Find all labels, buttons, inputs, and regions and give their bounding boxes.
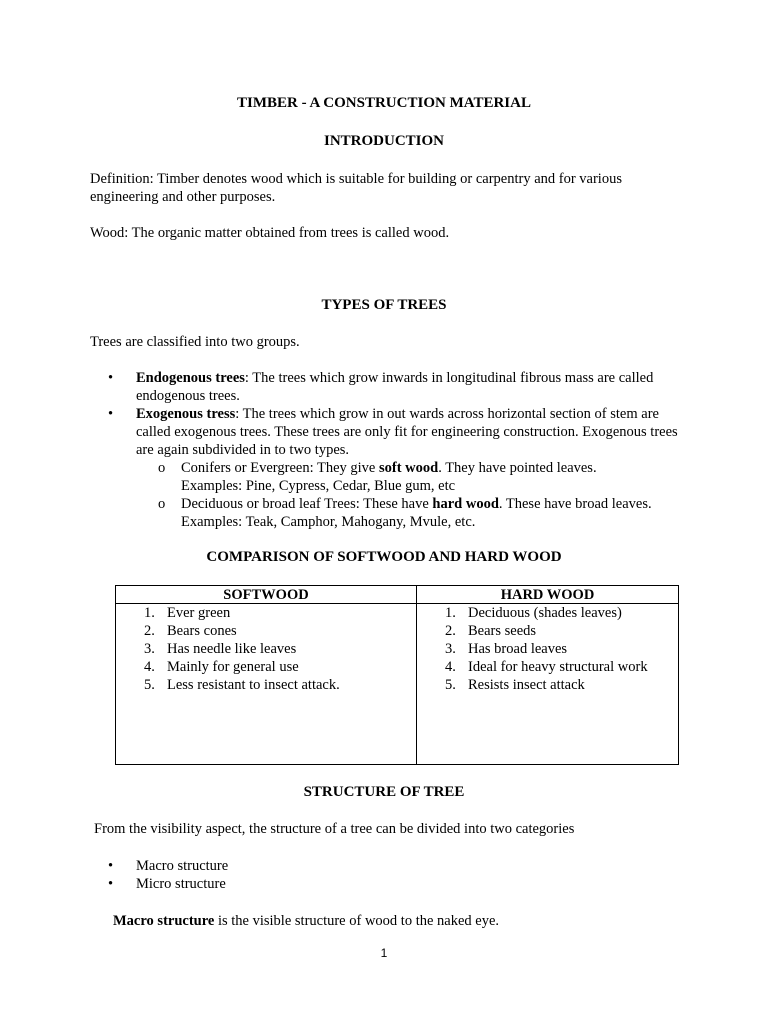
endogenous-term: Endogenous trees [136, 370, 245, 386]
wood-paragraph: Wood: The organic matter obtained from trees is called wood. [90, 225, 450, 241]
list-item: 5. Resists insect attack [445, 677, 585, 693]
bullet-icon: • [108, 406, 114, 422]
sublist-item-conifers [90, 459, 690, 495]
macro-structure-paragraph [113, 912, 693, 930]
conifers-examples: Examples: Pine, Cypress, Cedar, Blue gum, etc [181, 478, 456, 494]
deciduous-examples: Examples: Teak, Camphor, Mahogany, Mvule, etc. [181, 514, 476, 530]
circle-bullet-icon: o [158, 496, 166, 512]
table-row [116, 604, 679, 765]
list-item-micro: • Micro structure [108, 876, 226, 892]
structure-list [90, 857, 690, 893]
list-item: 1. Ever green [144, 605, 231, 621]
exogenous-text: : The trees which grow in out wards across horizontal section of stem are called exogenous trees. These trees are only fit for engineering construction. Exogenous trees are again subdivided in to two types. [136, 406, 678, 458]
list-item: 2. Bears seeds [445, 623, 537, 639]
hardwood-list [417, 604, 678, 694]
softwood-list [116, 604, 416, 694]
types-of-trees-heading: TYPES OF TREES [321, 297, 447, 313]
endogenous-text: : The trees which grow inwards in longitudinal fibrous mass are called endogenous trees. [136, 370, 654, 404]
introduction-heading: INTRODUCTION [323, 133, 444, 149]
list-item-endogenous [90, 369, 690, 405]
structure-heading: STRUCTURE OF TREE [303, 784, 465, 800]
list-item-macro: • Macro structure [108, 858, 229, 874]
conifers-bold: soft wood [378, 460, 439, 476]
hardwood-cell [417, 604, 679, 765]
document-title: TIMBER - A CONSTRUCTION MATERIAL [237, 95, 531, 111]
list-item-exogenous [90, 405, 690, 459]
exogenous-term: Exogenous tress [136, 406, 236, 422]
bullet-icon: • [108, 370, 114, 386]
list-item: 4. Mainly for general use [144, 659, 299, 675]
sublist-item-deciduous [90, 495, 690, 531]
comparison-table [115, 585, 679, 765]
bullet-icon: • [108, 858, 114, 874]
list-item: 5. Less resistant to insect attack. [144, 677, 340, 693]
tree-types-list [90, 369, 690, 531]
list-item: 1. Deciduous (shades leaves) [445, 605, 622, 621]
deciduous-bold: hard wood [432, 496, 499, 512]
types-intro-paragraph: Trees are classified into two groups. [90, 334, 300, 350]
header-softwood: SOFTWOOD [116, 586, 417, 604]
structure-intro-paragraph: From the visibility aspect, the structure of a tree can be divided into two categories [94, 821, 575, 837]
conifers-text: Conifers or Evergreen: They give [181, 460, 379, 476]
page-number: 1 [380, 946, 388, 960]
comparison-heading: COMPARISON OF SOFTWOOD AND HARD WOOD [206, 549, 562, 565]
list-item: 3. Has needle like leaves [144, 641, 297, 657]
macro-term: Macro structure [113, 913, 215, 929]
definition-paragraph: Definition: Timber denotes wood which is suitable for building or carpentry and for various engineering and other purposes. [90, 171, 622, 205]
list-item: 2. Bears cones [144, 623, 237, 639]
deciduous-post: . These have broad leaves. [498, 496, 652, 512]
list-item: 3. Has broad leaves [445, 641, 568, 657]
softwood-cell [116, 604, 417, 765]
macro-text: is the visible structure of wood to the naked eye. [214, 913, 500, 929]
header-hardwood: HARD WOOD [417, 586, 679, 604]
list-item: 4. Ideal for heavy structural work [445, 659, 648, 675]
conifers-post: . They have pointed leaves. [438, 460, 597, 476]
bullet-icon: • [108, 876, 114, 892]
table-header-row [116, 586, 679, 604]
deciduous-text: Deciduous or broad leaf Trees: These have [181, 496, 433, 512]
circle-bullet-icon: o [158, 460, 166, 476]
